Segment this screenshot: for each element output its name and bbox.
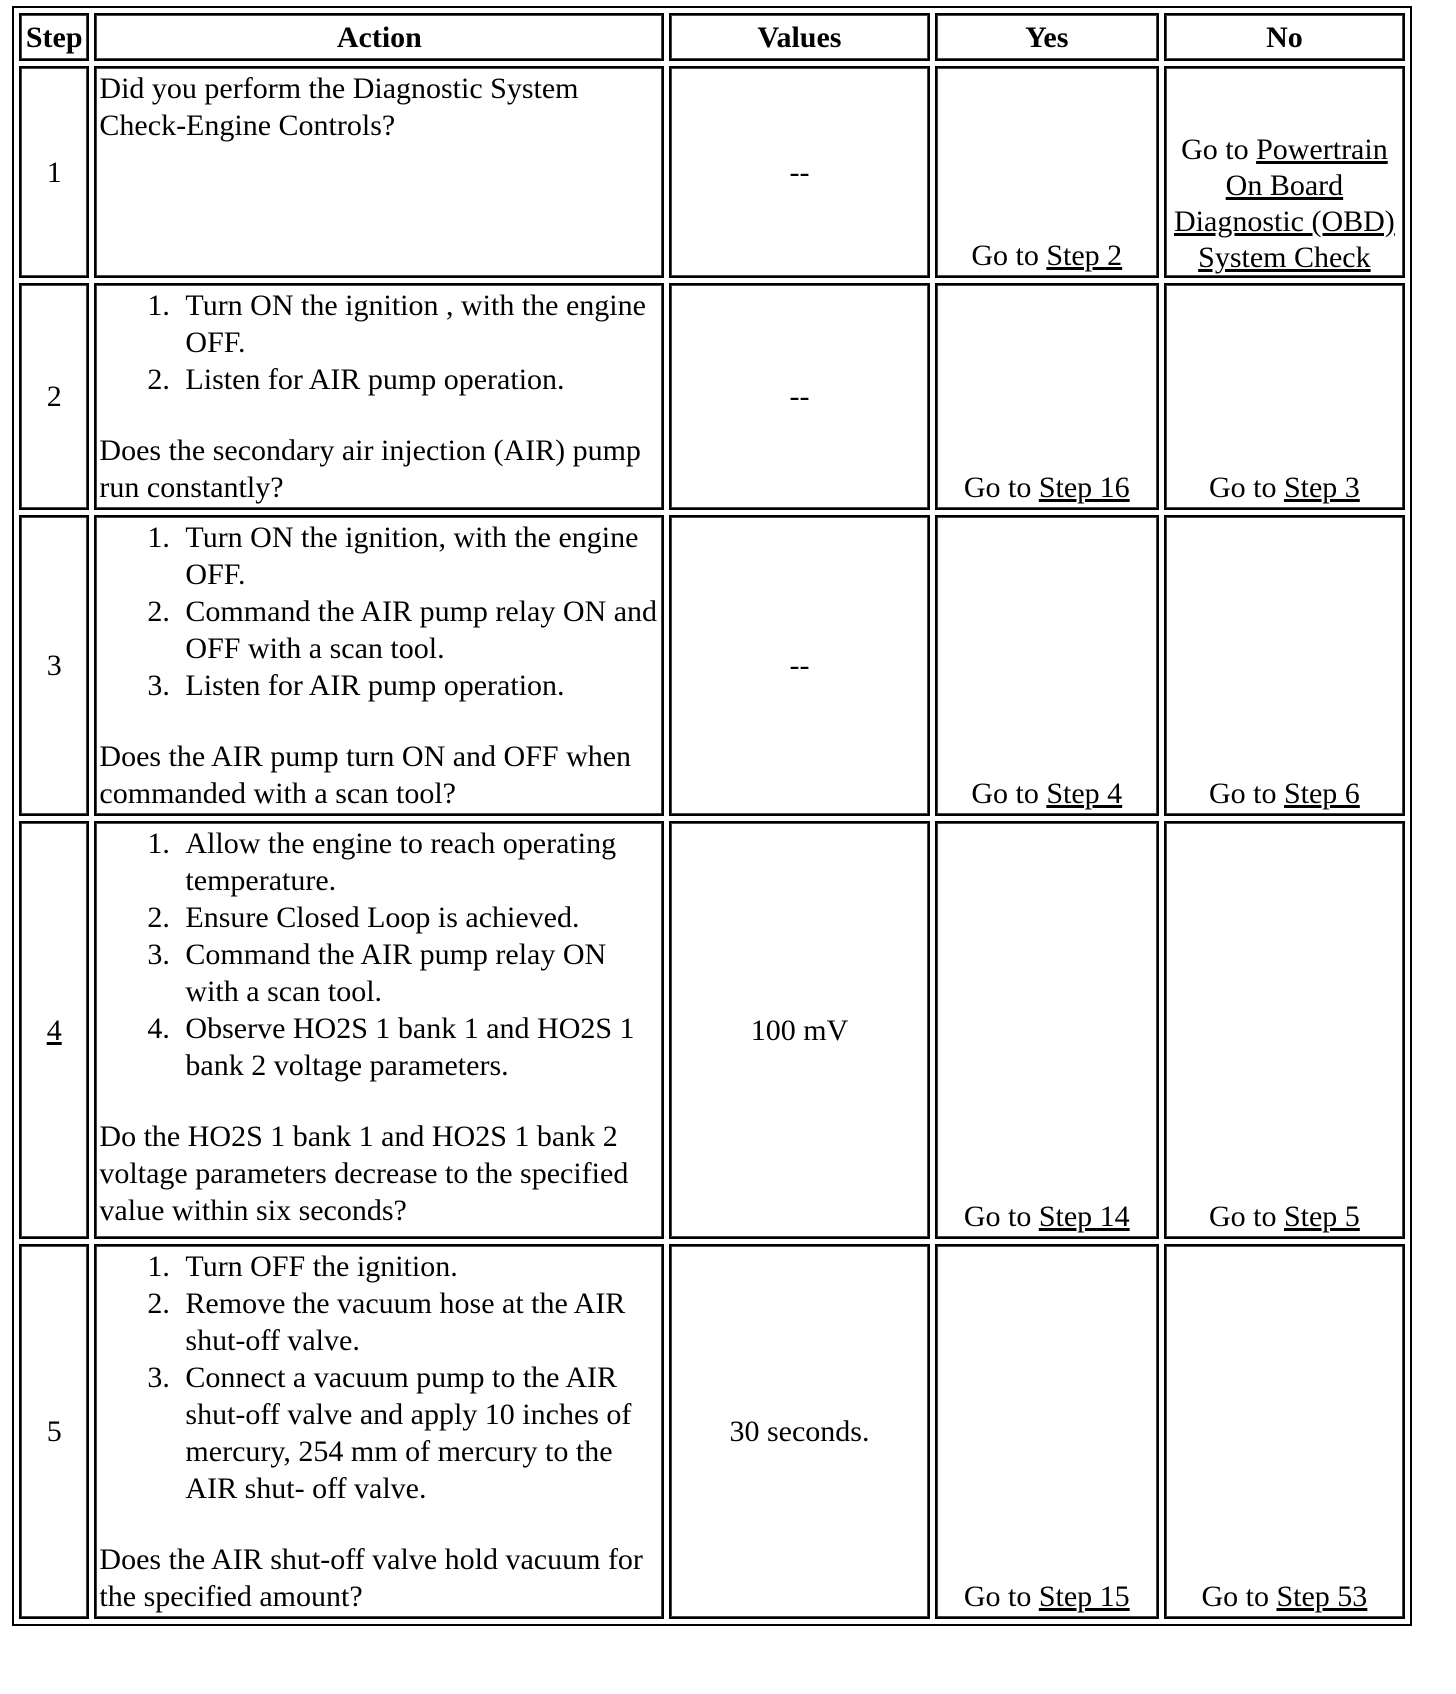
action-question: Does the AIR shut-off valve hold vacuum for the specified amount? (99, 1543, 643, 1613)
no-obd-check-link[interactable]: Powertrain On Board Diagnostic (OBD) System Check (1174, 133, 1395, 274)
table-row (19, 515, 1405, 816)
step-link[interactable]: 4 (46, 1013, 62, 1047)
table-row (19, 821, 1405, 1239)
no-step-link[interactable]: Step 5 (1283, 1200, 1360, 1233)
yes-cell (935, 66, 1159, 278)
yes-cell (935, 821, 1159, 1239)
action-steps-list (99, 287, 660, 398)
action-cell (94, 515, 664, 816)
action-step-item: 2. Command the AIR pump relay ON and OFF with a scan tool. (177, 593, 660, 667)
action-step-item: 1. Turn ON the ignition, with the engine OFF. (177, 519, 660, 593)
action-step-item: 2. Ensure Closed Loop is achieved. (177, 899, 660, 936)
header-values: Values (669, 13, 929, 61)
step-number: 2 (19, 283, 89, 510)
action-step-item: 3. Command the AIR pump relay ON with a scan tool. (177, 936, 660, 1010)
yes-step-link[interactable]: Step 16 (1038, 471, 1130, 504)
no-cell (1164, 515, 1405, 816)
action-step-item: 2. Listen for AIR pump operation. (177, 361, 660, 398)
values-cell: 100 mV (669, 821, 929, 1239)
action-question: Do the HO2S 1 bank 1 and HO2S 1 bank 2 voltage parameters decrease to the specified value within six seconds? (99, 1120, 629, 1227)
action-question: Does the secondary air injection (AIR) pump run constantly? (99, 434, 641, 504)
yes-step-link[interactable]: Step 4 (1046, 777, 1123, 810)
values-cell: -- (669, 283, 929, 510)
action-cell (94, 66, 664, 278)
no-step-link[interactable]: Step 53 (1276, 1580, 1368, 1613)
action-steps-list (99, 1248, 660, 1507)
yes-prefix: Go to (971, 777, 1047, 810)
no-cell (1164, 283, 1405, 510)
step-number: 1 (19, 66, 89, 278)
yes-cell (935, 515, 1159, 816)
action-step-item: 1. Turn ON the ignition , with the engine OFF. (177, 287, 660, 361)
action-step-item: 4. Observe HO2S 1 bank 1 and HO2S 1 bank 2 voltage parameters. (177, 1010, 660, 1084)
no-cell (1164, 66, 1405, 278)
no-cell (1164, 1244, 1405, 1619)
yes-step-link[interactable]: Step 14 (1038, 1200, 1130, 1233)
values-cell: -- (669, 515, 929, 816)
step-number (19, 821, 89, 1239)
action-steps-list (99, 825, 660, 1084)
yes-prefix: Go to (963, 1200, 1039, 1233)
action-question: Did you perform the Diagnostic System Check-Engine Controls? (99, 72, 579, 142)
no-prefix: Go to (1208, 777, 1284, 810)
diagnostic-table (12, 6, 1412, 1626)
table-row (19, 1244, 1405, 1619)
action-step-item: 2. Remove the vacuum hose at the AIR shut-off valve. (177, 1285, 660, 1359)
yes-cell (935, 1244, 1159, 1619)
step-number: 3 (19, 515, 89, 816)
header-step: Step (19, 13, 89, 61)
yes-step-link[interactable]: Step 2 (1046, 239, 1123, 272)
header-yes: Yes (935, 13, 1159, 61)
yes-cell (935, 283, 1159, 510)
yes-prefix: Go to (971, 239, 1047, 272)
yes-step-link[interactable]: Step 15 (1038, 1580, 1130, 1613)
no-prefix: Go to (1208, 1200, 1284, 1233)
step-number: 5 (19, 1244, 89, 1619)
yes-prefix: Go to (963, 1580, 1039, 1613)
action-cell (94, 1244, 664, 1619)
header-row (19, 13, 1405, 61)
values-cell: -- (669, 66, 929, 278)
table-row (19, 283, 1405, 510)
no-prefix: Go to (1201, 1580, 1277, 1613)
action-cell (94, 821, 664, 1239)
action-step-item: 3. Listen for AIR pump operation. (177, 667, 660, 704)
action-step-item: 1. Turn OFF the ignition. (177, 1248, 660, 1285)
action-steps-list (99, 519, 660, 704)
header-no: No (1164, 13, 1405, 61)
yes-prefix: Go to (963, 471, 1039, 504)
table-row (19, 66, 1405, 278)
no-prefix: Go to (1208, 471, 1284, 504)
values-cell: 30 seconds. (669, 1244, 929, 1619)
no-step-link[interactable]: Step 3 (1283, 471, 1360, 504)
action-cell (94, 283, 664, 510)
header-action: Action (94, 13, 664, 61)
action-question: Does the AIR pump turn ON and OFF when commanded with a scan tool? (99, 740, 632, 810)
no-prefix: Go to (1181, 133, 1257, 166)
no-step-link[interactable]: Step 6 (1283, 777, 1360, 810)
no-cell (1164, 821, 1405, 1239)
action-step-item: 3. Connect a vacuum pump to the AIR shut-off valve and apply 10 inches of mercury, 254 mm of mercury to the AIR shut- off valve. (177, 1359, 660, 1507)
action-step-item: 1. Allow the engine to reach operating temperature. (177, 825, 660, 899)
